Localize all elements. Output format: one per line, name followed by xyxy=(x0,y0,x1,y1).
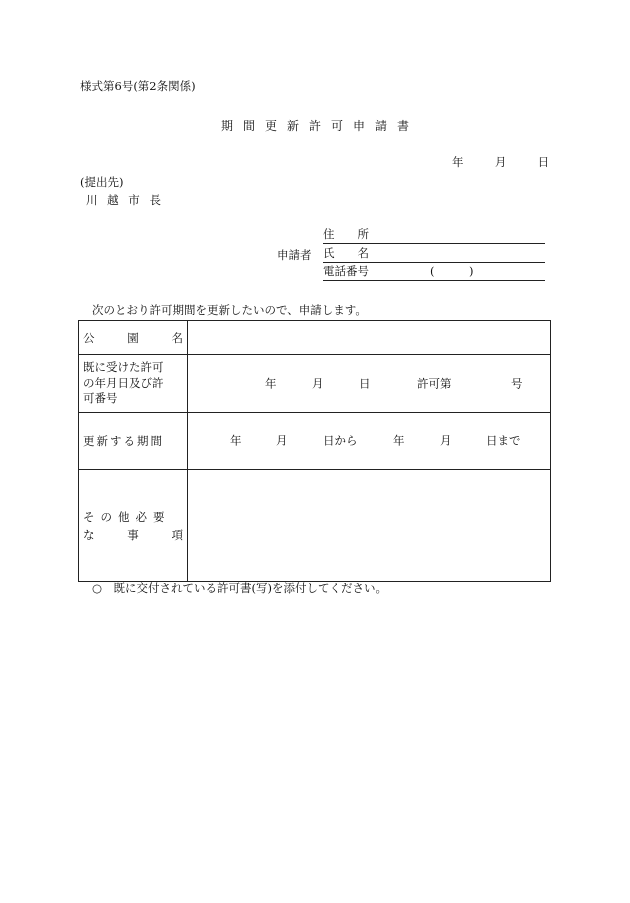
address-field[interactable] xyxy=(323,229,545,244)
renewal-start-year: 年 xyxy=(230,433,242,448)
date-month: 月 xyxy=(494,155,507,169)
attachment-note: ○ 既に交付されている許可書(写)を添付してください。 xyxy=(92,581,388,595)
phone-area-code: ( ) xyxy=(430,264,474,278)
table-row-renewal-period xyxy=(79,413,551,470)
renewal-period-label: 更新する期間 xyxy=(83,434,164,448)
phone-label: 電話番号 xyxy=(323,264,369,278)
prior-permit-field[interactable] xyxy=(188,355,551,413)
park-name-label xyxy=(83,330,183,346)
prior-month: 月 xyxy=(312,375,324,390)
date-line xyxy=(452,157,549,169)
prior-permit-label-1: 既に受けた許可 xyxy=(83,360,164,375)
other-matters-label-2b: 事 xyxy=(127,527,139,542)
prior-permit-label-cell xyxy=(79,355,188,413)
renewal-period-field[interactable] xyxy=(188,413,551,470)
application-table xyxy=(78,320,551,582)
other-matters-field[interactable] xyxy=(188,470,551,582)
park-name-field[interactable] xyxy=(188,321,551,355)
park-name-label-char-2: 名 xyxy=(171,330,183,345)
park-name-label-cell xyxy=(79,321,188,355)
table-row-other-matters xyxy=(79,470,551,582)
renewal-period-label-cell xyxy=(79,413,188,470)
renewal-start-day: 日から xyxy=(323,433,358,448)
table-row-park-name xyxy=(79,321,551,355)
name-label: 氏 名 xyxy=(323,246,369,260)
renewal-end-month: 月 xyxy=(440,433,452,448)
applicant-label: 申請者 xyxy=(277,248,312,262)
name-field[interactable] xyxy=(323,248,545,263)
date-day: 日 xyxy=(537,155,550,169)
renewal-start-month: 月 xyxy=(276,433,288,448)
intro-text: 次のとおり許可期間を更新したいので、申請します。 xyxy=(92,303,367,317)
park-name-label-char-0: 公 xyxy=(83,330,95,345)
address-label: 住 所 xyxy=(323,227,369,241)
prior-year: 年 xyxy=(265,375,277,390)
prior-permit-label-2: の年月日及び許 xyxy=(83,375,164,390)
renewal-end-day: 日まで xyxy=(486,433,521,448)
prior-permit-no-suffix: 号 xyxy=(511,375,523,390)
date-year: 年 xyxy=(452,155,464,169)
table-row-prior-permit xyxy=(79,355,551,413)
prior-day: 日 xyxy=(359,375,371,390)
phone-field[interactable] xyxy=(323,266,545,281)
form-number: 様式第6号(第2条関係) xyxy=(80,79,196,93)
prior-permit-label-3: 可番号 xyxy=(83,391,118,406)
other-matters-label-2a: な xyxy=(83,527,95,542)
other-matters-label-1: その他必要 xyxy=(83,509,171,524)
recipient-label: (提出先) xyxy=(80,175,124,189)
renewal-end-year: 年 xyxy=(393,433,405,448)
other-matters-label-cell xyxy=(79,470,188,582)
prior-permit-no-prefix: 許可第 xyxy=(417,375,452,390)
park-name-label-char-1: 園 xyxy=(127,330,139,345)
recipient-name: 川 越 市 長 xyxy=(86,193,164,207)
document-title: 期間更新許可申請書 xyxy=(220,119,419,133)
other-matters-label-2c: 項 xyxy=(171,527,183,542)
